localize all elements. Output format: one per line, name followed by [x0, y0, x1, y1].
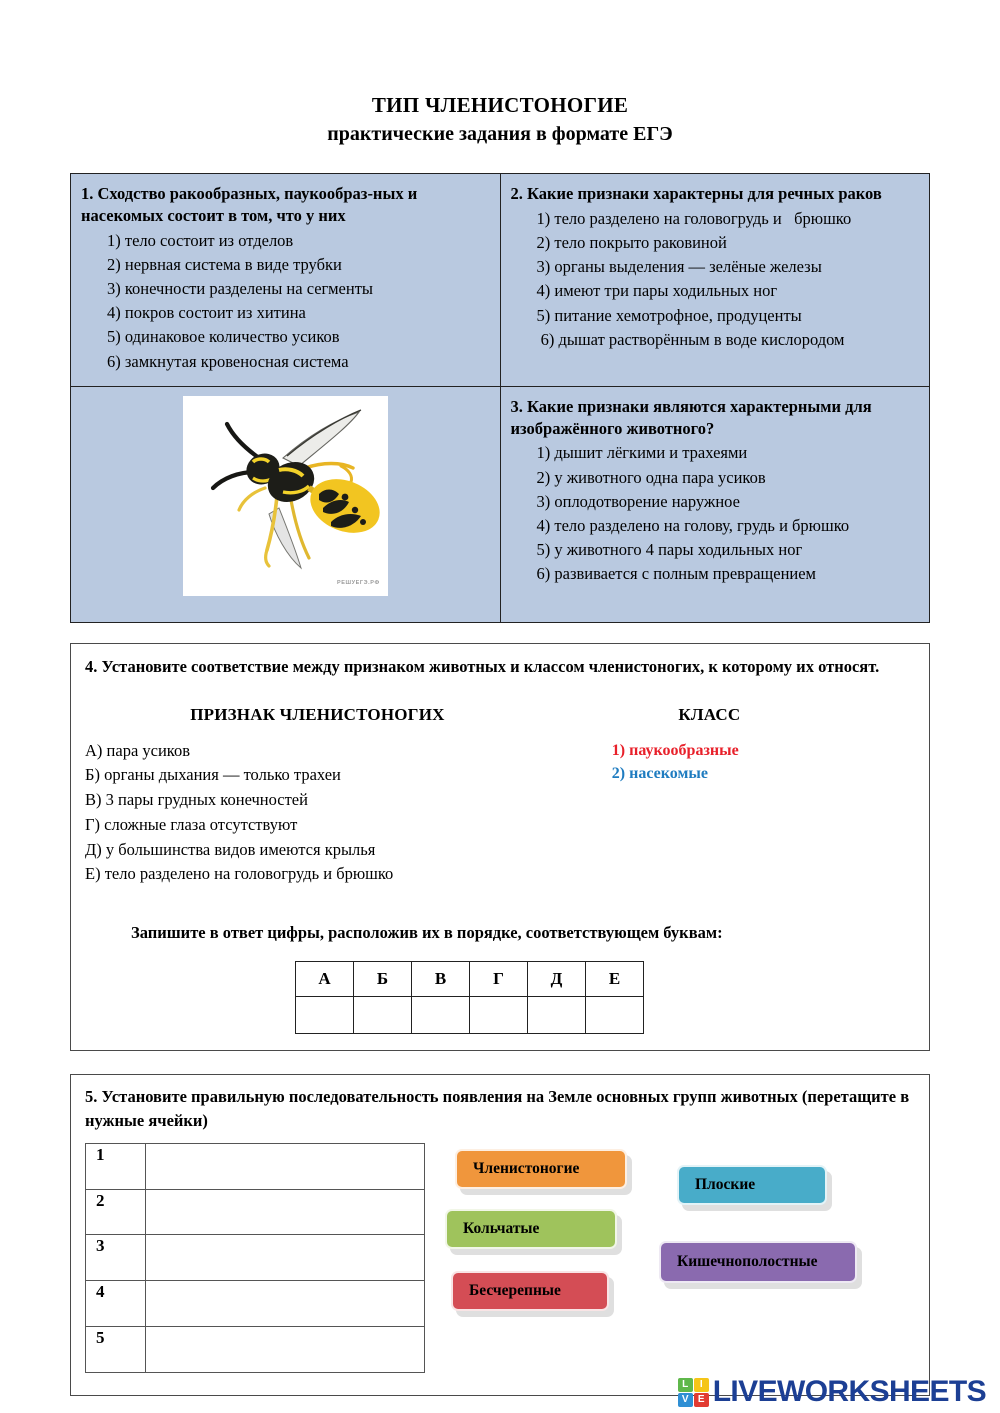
classes-column — [550, 705, 915, 888]
wasp-photo — [183, 396, 388, 596]
question-3-heading: 3. Какие признаки являются характерными для изображённого животного? — [510, 396, 872, 438]
question-1-options — [81, 229, 490, 373]
features-column — [85, 705, 550, 888]
table-row — [86, 1327, 425, 1373]
question-3-options — [511, 441, 920, 585]
list-item[interactable]: Г) сложные глаза отсутствуют — [85, 814, 298, 834]
draggable-chip[interactable] — [659, 1241, 857, 1283]
sequence-number: 3 — [86, 1235, 146, 1281]
letter-cell: Е — [586, 962, 644, 997]
question-5-panel — [70, 1074, 930, 1396]
sequence-number: 4 — [86, 1281, 146, 1327]
chip-label: Бесчерепные — [469, 1281, 561, 1299]
logo-tile-l: L — [678, 1378, 693, 1392]
letter-cell: Д — [528, 962, 586, 997]
logo-tile-e: E — [694, 1393, 709, 1407]
list-item[interactable]: А) пара усиков — [85, 740, 191, 760]
draggable-chip[interactable] — [677, 1165, 827, 1205]
question-3-cell — [500, 386, 930, 622]
logo-wordmark: LIVEWORKSHEETS — [712, 1375, 986, 1408]
sequence-number: 2 — [86, 1189, 146, 1235]
logo-tile-v: V — [678, 1393, 693, 1407]
questions-1-3-table — [70, 173, 930, 622]
features-column-title: ПРИЗНАК ЧЛЕНИСТОНОГИХ — [190, 704, 445, 724]
option[interactable]: 2) тело покрыто раковиной — [536, 233, 727, 253]
question-4-heading: 4. Установите соответствие между признаком животных и классом членистоногих, к которому их относят. — [85, 656, 880, 676]
drop-slot-2[interactable] — [146, 1189, 425, 1235]
image-watermark: РЕШУЕГЭ.РФ — [336, 579, 380, 586]
option[interactable]: 4) тело разделено на голову, грудь и брюшко — [536, 515, 850, 535]
draggable-chips-area — [437, 1143, 929, 1373]
question-1-cell — [71, 174, 501, 386]
answer-grid — [295, 961, 644, 1034]
answer-cell[interactable] — [354, 997, 412, 1034]
list-item[interactable]: Д) у большинства видов имеются крылья — [85, 839, 376, 859]
option[interactable]: 3) оплодотворение наружное — [536, 491, 740, 511]
option[interactable]: 5) питание хемотрофное, продуценты — [536, 305, 802, 325]
features-list — [85, 739, 550, 888]
sequence-number: 1 — [86, 1143, 146, 1189]
classes-list — [550, 739, 915, 786]
letter-cell: А — [296, 962, 354, 997]
chip-label: Плоские — [695, 1175, 756, 1193]
option[interactable]: 6) замкнутая кровеносная система — [107, 351, 349, 371]
answer-cell[interactable] — [528, 997, 586, 1034]
table-row — [86, 1281, 425, 1327]
table-row — [86, 1235, 425, 1281]
list-item[interactable]: Е) тело разделено на головогрудь и брюшко — [85, 864, 394, 884]
option[interactable]: 5) у животного 4 пары ходильных ног — [536, 539, 803, 559]
option[interactable]: 6) дышат растворённым в воде кислородом — [536, 329, 845, 349]
option[interactable]: 3) органы выделения — зелёные железы — [536, 257, 822, 277]
classes-column-title: КЛАСС — [678, 704, 741, 724]
option[interactable]: 4) покров состоит из хитина — [107, 303, 306, 323]
answer-cell[interactable] — [586, 997, 644, 1034]
drop-slot-4[interactable] — [146, 1281, 425, 1327]
letter-cell: Б — [354, 962, 412, 997]
question-5-body — [71, 1143, 929, 1373]
answer-instruction: Запишите в ответ цифры, расположив их в порядке, соответствующем буквам: — [131, 923, 723, 943]
draggable-chip[interactable] — [445, 1209, 617, 1249]
sequence-drop-table — [85, 1143, 425, 1373]
title-line-2: практические задания в формате ЕГЭ — [327, 123, 673, 146]
draggable-chip[interactable] — [455, 1149, 627, 1189]
option[interactable]: 6) развивается с полным превращением — [536, 563, 817, 583]
table-row — [71, 174, 930, 386]
option[interactable]: 2) у животного одна пара усиков — [536, 467, 766, 487]
sequence-number: 5 — [86, 1327, 146, 1373]
drop-slot-3[interactable] — [146, 1235, 425, 1281]
question-4-panel — [70, 643, 930, 1051]
chip-label: Кольчатые — [463, 1219, 540, 1237]
option[interactable]: 4) имеют три пары ходильных ног — [536, 281, 778, 301]
option[interactable]: 1) дышит лёгкими и трахеями — [536, 443, 748, 463]
answer-cell[interactable] — [296, 997, 354, 1034]
wasp-image-cell — [71, 386, 501, 622]
option[interactable]: 2) нервная система в виде трубки — [107, 255, 342, 275]
chip-label: Членистоногие — [473, 1159, 580, 1177]
question-1-heading: 1. Сходство ракообразных, паукообраз-ных и насекомых состоит в том, что у них — [81, 184, 418, 226]
table-row — [71, 386, 930, 622]
question-2-options — [511, 207, 920, 351]
list-item[interactable]: Б) органы дыхания — только трахеи — [85, 765, 341, 785]
option[interactable]: 3) конечности разделены на сегменты — [107, 279, 373, 299]
liveworksheets-mark-icon — [678, 1378, 709, 1407]
question-2-heading: 2. Какие признаки характерны для речных раков — [510, 184, 882, 204]
answer-cell[interactable] — [412, 997, 470, 1034]
draggable-chip[interactable] — [451, 1271, 609, 1311]
question-4-columns — [85, 705, 915, 888]
question-5-heading: 5. Установите правильную последовательность появления на Земле основных групп животных (перетащите в нужные ячейки) — [85, 1087, 910, 1130]
title-line-1: ТИП ЧЛЕНИСТОНОГИЕ — [371, 93, 629, 117]
liveworksheets-logo — [678, 1377, 986, 1407]
option[interactable]: 1) тело состоит из отделов — [107, 231, 294, 251]
letter-cell: В — [412, 962, 470, 997]
option[interactable]: 5) одинаковое количество усиков — [107, 327, 340, 347]
option[interactable]: 1) тело разделено на головогрудь и брюшко — [536, 209, 852, 229]
table-row — [86, 1143, 425, 1189]
page-title — [0, 0, 1000, 147]
logo-tile-i: I — [694, 1378, 709, 1392]
letter-cell: Г — [470, 962, 528, 997]
drop-slot-5[interactable] — [146, 1327, 425, 1373]
chip-label: Кишечнополостные — [677, 1252, 818, 1270]
answer-grid-input-row — [296, 997, 644, 1034]
list-item[interactable]: В) 3 пары грудных конечностей — [85, 790, 308, 810]
drop-slot-1[interactable] — [146, 1143, 425, 1189]
table-row — [86, 1189, 425, 1235]
class-option-arachnids[interactable]: 1) паукообразные — [611, 741, 739, 759]
question-2-cell — [500, 174, 930, 386]
answer-grid-header-row — [296, 962, 644, 997]
class-option-insects[interactable]: 2) насекомые — [611, 765, 708, 783]
answer-cell[interactable] — [470, 997, 528, 1034]
